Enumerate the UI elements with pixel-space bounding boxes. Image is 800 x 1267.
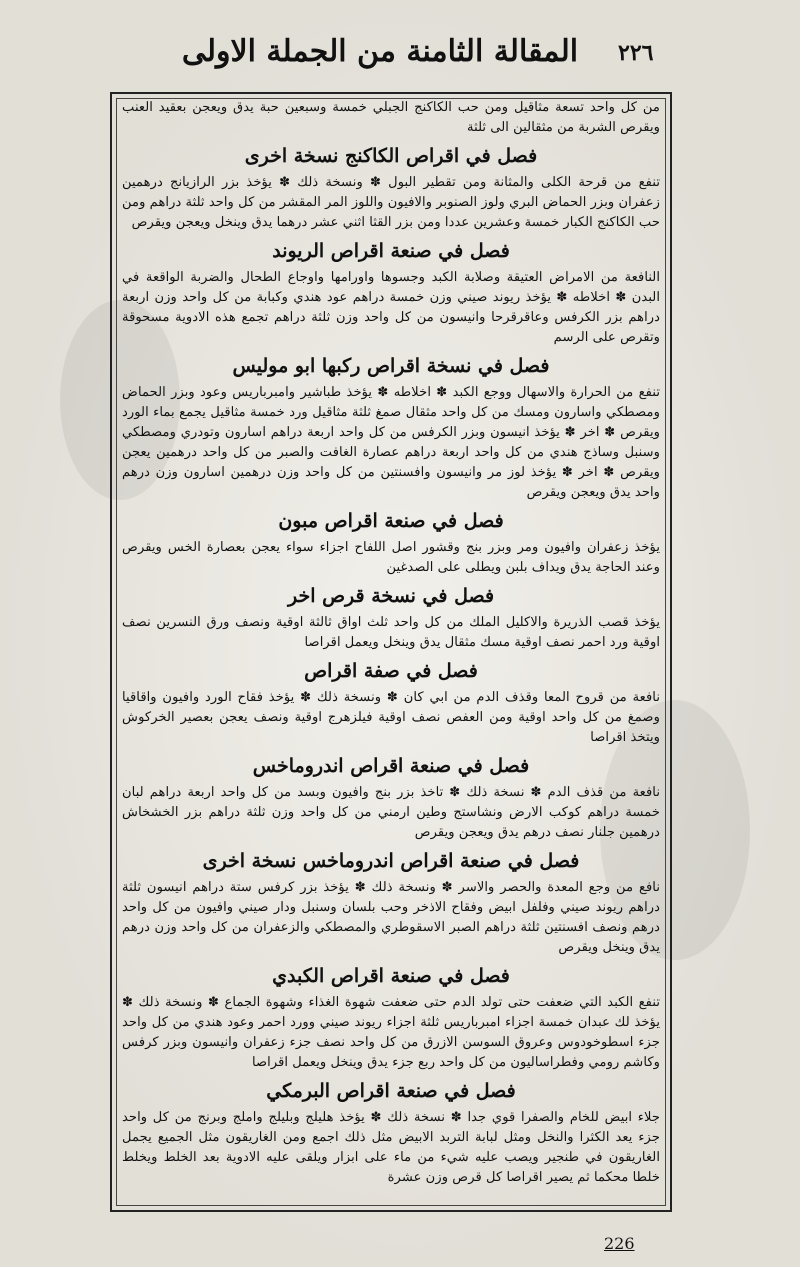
section-text: النافعة من الامراض العتيقة وصلابة الكبد وجسوها واورامها واوجاع الطحال والضربة الواقعة في البدن ✽ اخلاطه ✽ يؤخذ ريوند صيني وزن خمسة دراهم عود هندي وكبابة من كل واحد وزن اربعة دراهم بزر الكرفس وعاقرقرحا وانيسون من كل واحد وزن ثلثة دراهم تجمع هذه الادوية مسحوقة وتقرص على الرسم <box>122 270 660 345</box>
section-heading: فصل في صنعة اقراص البرمكي <box>266 1080 516 1102</box>
section-heading: فصل في نسخة اقراص ركبها ابو موليس <box>232 355 550 377</box>
text-frame <box>110 92 672 1212</box>
section-text: يؤخذ قصب الذريرة والاكليل الملك من كل واحد ثلث اواق ثالثة اوقية ونصف ورق النسرين نصف اوقية ورد احمر نصف اوقية مسك مثقال يدق وينخل ويعمل اقراصا <box>122 615 660 650</box>
section-text: نافع من وجع المعدة والحصر والاسر ✽ ونسخة ذلك ✽ يؤخذ بزر كرفس ستة دراهم انيسون ثلثة دراهم ريوند صيني وفلفل ابيض وفقاح الاذخر وحب بلسان وسنبل ودار صيني وافيون من كل واحد درهم ونصف افسنتين ثلثة دراهم الصبر الاسقوطري والمصطكي والزعفران من كل واحد وزن درهم يدق وينخل ويقرص <box>122 880 660 955</box>
page-title: المقالة الثامنة من الجملة الاولى <box>181 34 579 69</box>
section-text: تنفع من الحرارة والاسهال ووجع الكبد ✽ اخلاطه ✽ يؤخذ طباشير وامبرباريس وعود وبزر الحماض ومصطكي واسارون ومسك من كل واحد مثقال صمغ ثلثة مثاقيل ورد خمسة مثاقيل يجمع بماء الورد ويقرص ✽ اخر ✽ يؤخذ انيسون وبزر الكرفس من كل واحد اربعة دراهم اسارون وتودري ومصطكي وسنبل وساذج هندي من كل واحد اربعة دراهم عصارة الغافت والصبر من كل واحد درهمين يعجن ويقرص ✽ اخر ✽ يؤخذ لوز مر وانيسون وافسنتين من كل واحد وزن درهمين اسارون وزن درهم واحد يدق ويعجن ويقرص <box>122 385 660 500</box>
header-page-number: ٢٢٦ <box>618 40 654 66</box>
text-body <box>120 98 662 1206</box>
section-heading: فصل في صنعة اقراص الريوند <box>272 240 510 262</box>
section-text: جلاء ابيض للخام والصفرا قوي جدا ✽ نسخة ذلك ✽ يؤخذ هليلج وبليلج واملج وبرنج من كل واحد جزء يعد الكثرا والنخل ومثل لبابة التربد الابيض مثل ذلك اجمع ومن الغاريقون مثل الجميع يجمل الغاريقون في طنجير ويصب عليه شيء من ماء على ابزار ويلقى عليه الادوية بعد الخلط ويخلط خلطا محكما ثم يصير اقراصا كل قرص وزن عشرة <box>122 1110 660 1185</box>
section-heading: فصل في صنعة اقراص اندروماخس <box>252 755 530 777</box>
intro-paragraph: من كل واحد تسعة مثاقيل ومن حب الكاكنج الجبلي خمسة وسبعين حبة يدق ويعجن بعقيد العنب ويقرص الشربة من مثقالين الى ثلثة <box>122 100 660 135</box>
running-header <box>0 22 800 82</box>
section-text: نافعة من قروح المعا وقذف الدم من ابي كان ✽ ونسخة ذلك ✽ يؤخذ فقاح الورد وافيون واقاقيا وصمغ من كل واحد اوقية ومن العفص نصف اوقية فيلزهرج اوقية ونصف يعجن بعصير الخركوش ويتخذ اقراصا <box>122 690 660 745</box>
section-text: يؤخذ زعفران وافيون ومر وبزر بنج وقشور اصل اللفاح اجزاء سواء يعجن بعصارة الخس ويقرص وعند الحاجة يدق ويداف بلبن ويطلى على الصدغين <box>122 540 660 575</box>
section-heading: فصل في صنعة اقراص اندروماخس نسخة اخرى <box>202 850 580 872</box>
section-heading: فصل في صنعة اقراص الكبدي <box>272 965 510 987</box>
section-text: نافعة من قذف الدم ✽ نسخة ذلك ✽ تاخذ بزر بنج وافيون وبسد من كل واحد اربعة دراهم لبان خمسة دراهم كوكب الارض ونشاستج وطين ارمني من كل واحد وزن ثلثة دراهم بزر الخشخاش درهمين جلنار نصف درهم يدق ويعجن ويقرص <box>122 785 660 840</box>
section-heading: فصل في اقراص الكاكنج نسخة اخرى <box>244 145 538 167</box>
section-text: تنفع من قرحة الكلى والمثانة ومن تقطير البول ✽ ونسخة ذلك ✽ يؤخذ بزر الرازيانج درهمين زعفران وبزر الحماض البري ولوز الصنوبر والافيون واللوز المر المقشر من كل واحد ثلثة دراهم ومن حب الكاكنج الكبار خمسة وعشرين عددا ومن بزر القثا اثني عشر درهما يدق وينخل ويعجن ويقرص <box>122 175 660 230</box>
section-text: تنفع الكبد التي ضعفت حتى تولد الدم حتى ضعفت شهوة الغذاء وشهوة الجماع ✽ ونسخة ذلك ✽ يؤخذ لك عبدان خمسة اجزاء امبرباريس ثلثة اجزاء ريوند صيني وورد احمر وعود هندي من كل واحد جزء اسطوخودوس وعروق السوسن الازرق من كل واحد نصف جزء زعفران وانيسون وبزر كرفس وكاشم رومي وفطراساليون من كل واحد ربع جزء يدق وينخل ويعمل اقراصا <box>122 995 660 1070</box>
footer-page-number: 226 <box>604 1234 635 1253</box>
section-heading: فصل في نسخة قرص اخر <box>287 585 495 607</box>
section-heading: فصل في صنعة اقراص مبون <box>278 510 504 532</box>
section-heading: فصل في صفة اقراص <box>304 660 478 682</box>
